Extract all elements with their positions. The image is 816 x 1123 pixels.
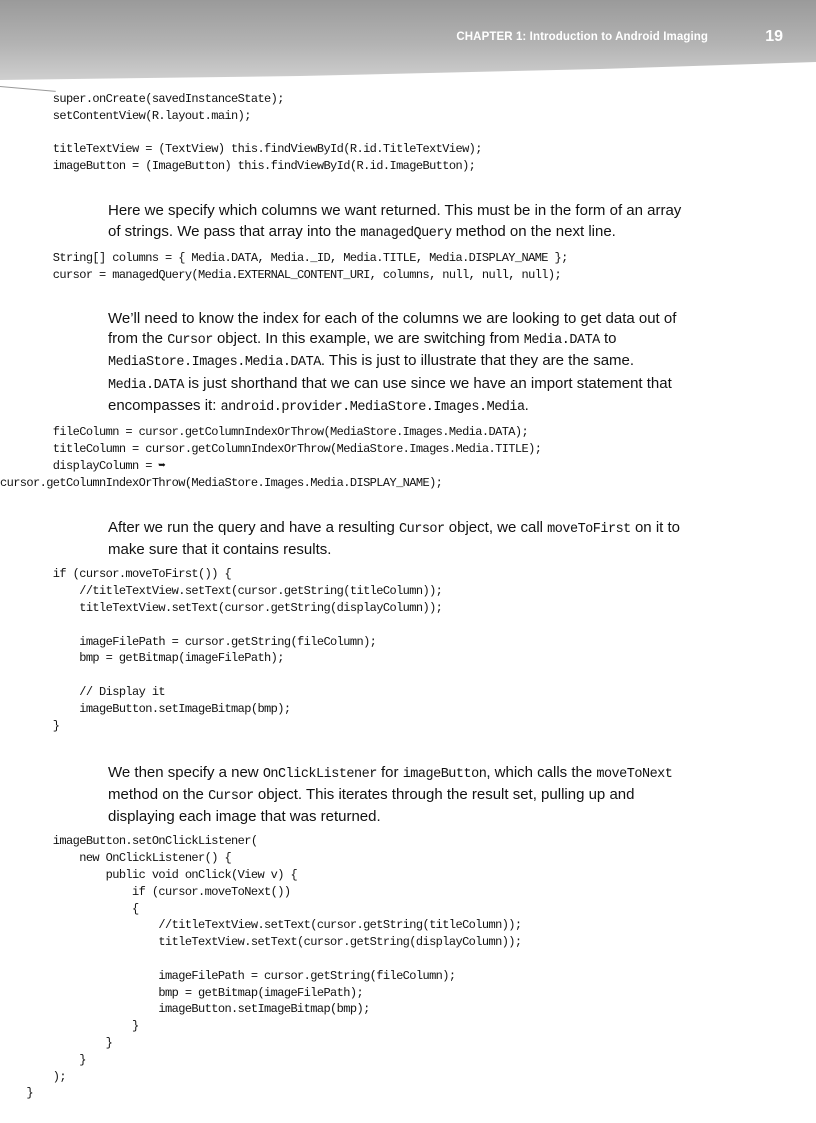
- inline-code: moveToNext: [596, 766, 673, 782]
- paragraph-column-index: [108, 288, 708, 418]
- code-block-column-index: fileColumn = cursor.getColumnIndexOrThrow(MediaStore.Images.Media.DATA); titleColumn = cursor.getColumnIndexOrThrow(MediaStore.Images.Media.TITLE); displayColumn = ➥ cursor.getColumnIndexOrThrow(MediaStore.Images.Media.DISPLAY_NAME);: [0, 425, 542, 490]
- paragraph-text: to: [603, 330, 617, 348]
- inline-code: Media.DATA: [108, 377, 185, 393]
- inline-code: imageButton: [402, 766, 487, 782]
- paragraph-text: on it to make sure that it contains results.: [108, 518, 680, 559]
- paragraph-columns: [108, 181, 708, 244]
- paragraph-text: is just shorthand that we can use since we have an import statement that encompasses it:: [108, 374, 672, 414]
- inline-code: Cursor: [208, 788, 254, 804]
- paragraph-text: for: [376, 763, 403, 781]
- paragraph-text: After we run the query and have a resulting: [108, 518, 400, 536]
- paragraph-text: , which calls the: [486, 763, 597, 781]
- inline-code: android.provider.MediaStore.Images.Media: [220, 399, 525, 415]
- paragraph-text: method on the next line.: [451, 222, 616, 240]
- inline-code: Cursor: [399, 521, 445, 537]
- inline-code: Cursor: [167, 333, 213, 349]
- code-block-query: String[] columns = { Media.DATA, Media._ID, Media.TITLE, Media.DISPLAY_NAME }; cursor = managedQuery(Media.EXTERNAL_CONTENT_URI, columns, null, null, null);: [52, 250, 568, 282]
- code-block-move-to-first: if (cursor.moveToFirst()) { //titleTextView.setText(cursor.getString(titleColumn)); titleTextView.setText(cursor.getString(displayColumn)); imageFilePath = cursor.getString(fileColumn); bmp = getBitmap(imageFilePath); // Display it imageButton.setImageBitmap(bmp); }: [52, 567, 443, 733]
- paragraph-text: . This is just to illustrate that they are the same.: [320, 352, 635, 370]
- paragraph-text: object. In this example, we are switching from: [212, 330, 524, 348]
- paragraph-text: We’ll need to know the index for each of the columns we are looking to get data out of from the: [108, 309, 677, 348]
- paragraph-on-click-listener: [108, 742, 708, 827]
- inline-code: moveToFirst: [547, 521, 631, 537]
- code-block-on-click-listener: imageButton.setOnClickListener( new OnClickListener() { public void onClick(View v) { if (cursor.moveToNext()) { //titleTextView.setText(cursor.getString(titleColumn)); titleTextView.setText(cursor.getString(displayColumn)); imageFilePath = cursor.getString(fileColumn); bmp = getBitmap(imageFilePath); imageButton.setImageBitmap(bmp); } } } ); }: [26, 834, 522, 1101]
- inline-code: OnClickListener: [262, 766, 377, 782]
- chapter-title: CHAPTER 1: Introduction to Android Imaging: [456, 31, 708, 43]
- page-body: [0, 91, 708, 1102]
- paragraph-move-to-first: [108, 497, 708, 560]
- inline-code: Media.DATA: [523, 333, 600, 349]
- paragraph-text: We then specify a new: [108, 763, 263, 781]
- paragraph-text: .: [524, 396, 529, 414]
- page-number: 19: [765, 28, 783, 45]
- paragraph-text: Here we specify which columns we want returned. This must be in the form of an array of strings. We pass that array into the: [108, 202, 682, 240]
- paragraph-text: method on the: [108, 785, 204, 803]
- code-block-oncreate: super.onCreate(savedInstanceState); setContentView(R.layout.main); titleTextView = (TextView) this.findViewById(R.id.TitleTextView); imageButton = (ImageButton) this.findViewById(R.id.ImageButton);: [52, 92, 482, 174]
- inline-code: managedQuery: [360, 225, 452, 241]
- paragraph-text: object, we call: [444, 518, 548, 536]
- paragraph-text: object. This iterates through the result set, pulling up and displaying each image that was returned.: [108, 785, 635, 826]
- inline-code: MediaStore.Images.Media.DATA: [108, 355, 321, 371]
